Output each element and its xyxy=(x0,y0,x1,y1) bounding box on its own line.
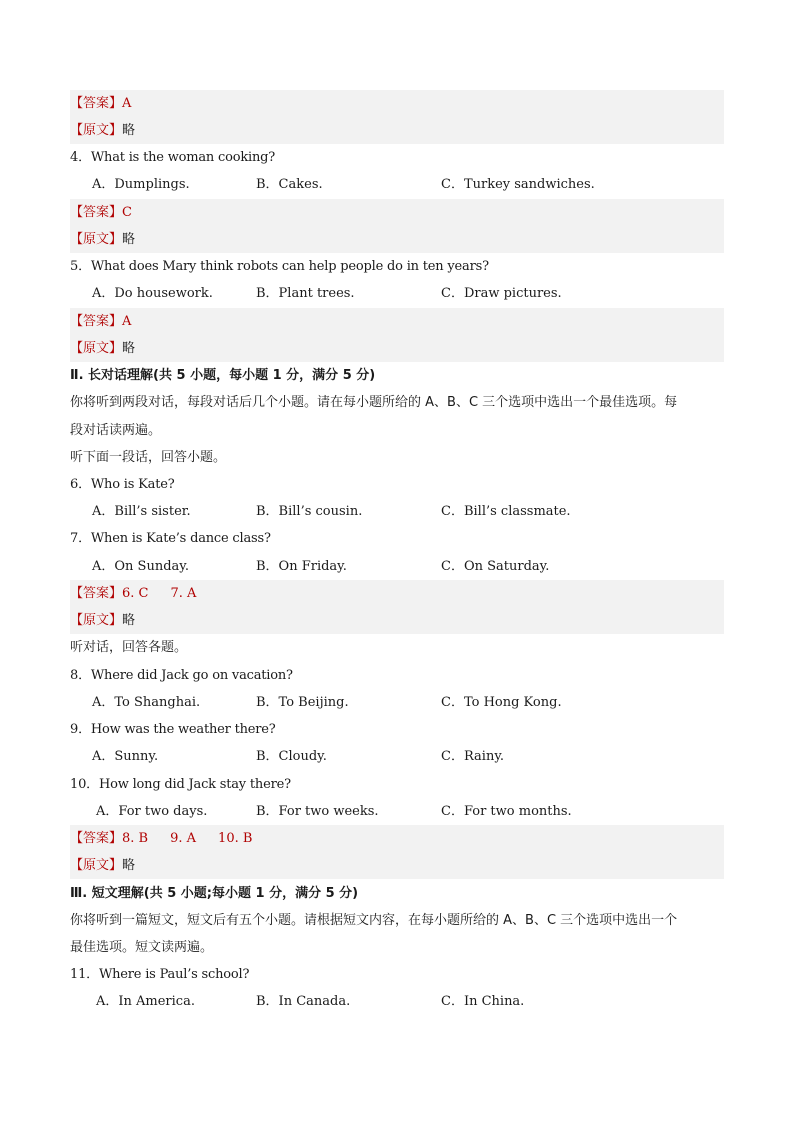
option-a: A．Do housework. xyxy=(92,286,213,301)
section-heading: Ⅱ. 长对话理解(共 5 小题，每小题 1 分，满分 5 分) xyxy=(70,368,376,383)
answer-value: 9. A xyxy=(170,831,197,846)
options-4 xyxy=(70,171,724,198)
option-b: B．To Beijing. xyxy=(256,695,349,710)
options-11 xyxy=(70,988,724,1015)
answer-label: 【答案】 xyxy=(70,586,123,601)
question-text: 6．Who is Kate? xyxy=(70,477,175,492)
section-instructions-cont: 段对话读两遍。 xyxy=(70,423,162,438)
original-text: 略 xyxy=(122,858,136,873)
question-6 xyxy=(70,471,724,498)
answer-value: 6. C xyxy=(122,586,149,601)
original-row xyxy=(70,117,724,144)
question-text: 11．Where is Paul’s school? xyxy=(70,967,250,982)
answer-label: 【答案】 xyxy=(70,205,123,220)
answer-row xyxy=(70,199,724,226)
answer-label: 【答案】 xyxy=(70,314,123,329)
section-instructions: 你将听到两段对话，每段对话后几个小题。请在每小题所给的 A、B、C 三个选项中选出一个最佳选项。每 xyxy=(70,395,678,410)
option-b: B．Cloudy. xyxy=(256,749,327,764)
question-10 xyxy=(70,771,724,798)
original-row xyxy=(70,607,724,634)
original-text: 略 xyxy=(122,613,136,628)
answer-row xyxy=(70,308,724,335)
original-text: 略 xyxy=(122,123,136,138)
answer-value: 10. B xyxy=(218,831,253,846)
answer-row xyxy=(70,825,724,852)
option-b: B．Cakes. xyxy=(256,177,323,192)
options-8 xyxy=(70,689,724,716)
option-c: C．To Hong Kong. xyxy=(441,695,562,710)
section-heading: Ⅲ. 短文理解(共 5 小题;每小题 1 分，满分 5 分) xyxy=(70,886,359,901)
original-row xyxy=(70,852,724,879)
option-c: C．For two months. xyxy=(441,804,572,819)
options-6 xyxy=(70,498,724,525)
option-a: A．On Sunday. xyxy=(92,559,190,574)
option-b: B．For two weeks. xyxy=(256,804,379,819)
option-c: C．In China. xyxy=(441,994,525,1009)
listening-intro: 听下面一段话，回答小题。 xyxy=(70,450,227,465)
option-a: A．In America. xyxy=(96,994,195,1009)
original-label: 【原文】 xyxy=(70,613,123,628)
answer-row xyxy=(70,90,724,117)
option-a: A．For two days. xyxy=(96,804,208,819)
listening-intro: 听对话，回答各题。 xyxy=(70,640,188,655)
question-text: 4．What is the woman cooking? xyxy=(70,150,276,165)
question-text: 5．What does Mary think robots can help people do in ten years? xyxy=(70,259,489,274)
options-5 xyxy=(70,280,724,307)
question-4 xyxy=(70,144,724,171)
options-7 xyxy=(70,553,724,580)
option-b: B．Plant trees. xyxy=(256,286,355,301)
option-c: C．Bill’s classmate. xyxy=(441,504,571,519)
answer-value: 7. A xyxy=(170,586,197,601)
question-text: 9．How was the weather there? xyxy=(70,722,276,737)
answer-row xyxy=(70,580,724,607)
question-11 xyxy=(70,961,724,988)
question-7 xyxy=(70,525,724,552)
question-9 xyxy=(70,716,724,743)
option-b: B．Bill’s cousin. xyxy=(256,504,363,519)
question-text: 8．Where did Jack go on vacation? xyxy=(70,668,293,683)
question-text: 7．When is Kate’s dance class? xyxy=(70,531,271,546)
section-instructions-cont: 最佳选项。短文读两遍。 xyxy=(70,940,214,955)
answer-label: 【答案】 xyxy=(70,96,123,111)
question-8 xyxy=(70,662,724,689)
option-b: B．On Friday. xyxy=(256,559,347,574)
original-label: 【原文】 xyxy=(70,232,123,247)
original-text: 略 xyxy=(122,341,136,356)
option-a: A．Dumplings. xyxy=(92,177,190,192)
option-c: C．Turkey sandwiches. xyxy=(441,177,595,192)
answer-label: 【答案】 xyxy=(70,831,123,846)
answer-value: C xyxy=(122,205,132,220)
original-row xyxy=(70,226,724,253)
options-9 xyxy=(70,743,724,770)
option-a: A．Sunny. xyxy=(92,749,159,764)
original-label: 【原文】 xyxy=(70,858,123,873)
option-a: A．To Shanghai. xyxy=(92,695,201,710)
original-label: 【原文】 xyxy=(70,123,123,138)
question-text: 10．How long did Jack stay there? xyxy=(70,777,291,792)
original-label: 【原文】 xyxy=(70,341,123,356)
original-row xyxy=(70,335,724,362)
option-a: A．Bill’s sister. xyxy=(92,504,191,519)
option-c: C．On Saturday. xyxy=(441,559,550,574)
option-c: C．Draw pictures. xyxy=(441,286,562,301)
question-5 xyxy=(70,253,724,280)
option-c: C．Rainy. xyxy=(441,749,505,764)
answer-value: A xyxy=(122,314,132,329)
original-text: 略 xyxy=(122,232,136,247)
answer-value: A xyxy=(122,96,132,111)
answer-value: 8. B xyxy=(122,831,149,846)
option-b: B．In Canada. xyxy=(256,994,351,1009)
options-10 xyxy=(70,798,724,825)
section-instructions: 你将听到一篇短文，短文后有五个小题。请根据短文内容，在每小题所给的 A、B、C 三个选项中选出一个 xyxy=(70,913,678,928)
